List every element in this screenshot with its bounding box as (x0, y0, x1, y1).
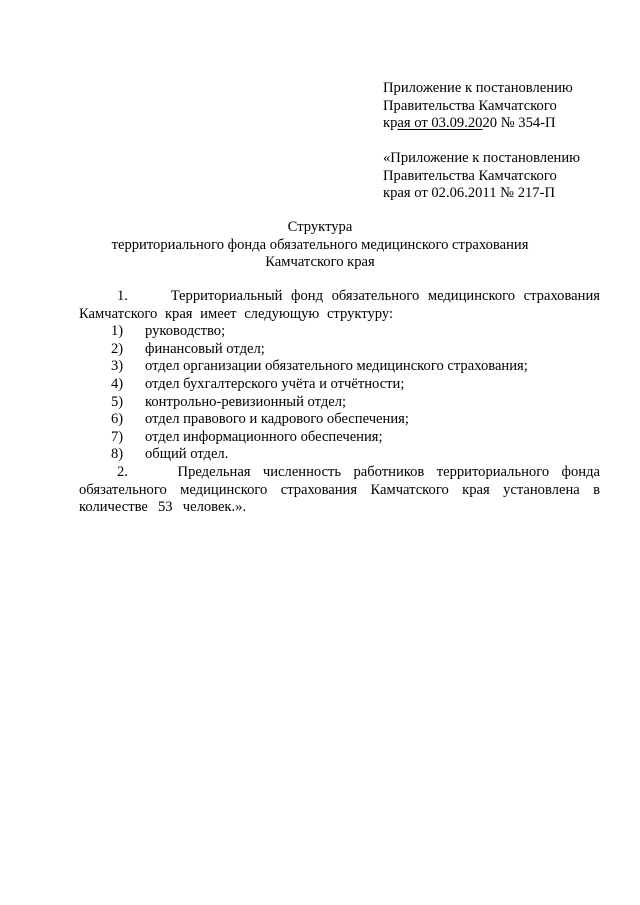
appendix-previous-header (383, 150, 623, 203)
list-item (79, 358, 600, 376)
list-item-text: отдел бухгалтерского учёта и отчётности; (145, 375, 405, 392)
list-item (79, 429, 600, 447)
appendix-current-line-1: Приложение к постановлению (383, 80, 573, 96)
list-item-number: 1) (111, 323, 124, 340)
section-1-number: 1. (117, 288, 128, 304)
title-line-2: территориального фонда обязательного медицинского страхования (111, 236, 529, 253)
list-item-text: финансовый отдел; (145, 340, 265, 357)
appendix-previous-line-2: Правительства Камчатского (383, 167, 557, 184)
appendix-current-line-3 (383, 115, 623, 133)
list-item-text: отдел правового и кадрового обеспечения; (145, 411, 409, 428)
appendix-current-line-2: Правительства Камчатского (383, 97, 557, 114)
list-item (79, 376, 600, 394)
section-2-paragraph (79, 464, 600, 517)
title-line-3: Камчатского края (265, 254, 375, 271)
list-item-number: 5) (111, 393, 124, 410)
list-item (79, 323, 600, 341)
list-item-text: отдел организации обязательного медицинского страхования; (145, 358, 528, 375)
list-item-text: общий отдел. (145, 446, 229, 463)
appendix-current-line-3-prefix: кр (383, 115, 398, 132)
list-item-number: 4) (111, 375, 124, 392)
appendix-current-line-3-rest: 20 № 354-П (482, 115, 556, 132)
list-item-number: 2) (111, 340, 124, 357)
document-title (0, 219, 640, 272)
section-1-paragraph (79, 288, 600, 323)
list-item-text: отдел информационного обеспечения; (145, 428, 383, 445)
appendix-current-header (383, 80, 623, 133)
list-item-number: 6) (111, 411, 124, 428)
list-item (79, 411, 600, 429)
section-2-text: Предельная численность работников территориального фонда обязательного медицинского страхования Камчатского края установлена в количестве 53 человек.». (79, 463, 600, 516)
section-1-text: Территориальный фонд обязательного медицинского страхования Камчатского края имеет следующую структуру: (79, 288, 600, 322)
list-item (79, 394, 600, 412)
list-item (79, 341, 600, 359)
title-line-1: Структура (287, 219, 353, 235)
list-item-text: контрольно-ревизионный отдел; (145, 393, 347, 410)
list-item-number: 7) (111, 428, 124, 445)
list-item (79, 446, 600, 464)
section-2-number: 2. (117, 463, 128, 480)
structure-list (79, 323, 600, 464)
document-body (79, 288, 600, 517)
list-item-text: руководство; (145, 323, 226, 340)
appendix-current-line-3-underlined: ая от 03.09.20 (397, 115, 483, 132)
appendix-previous-line-3: края от 02.06.2011 № 217-П (383, 185, 555, 202)
list-item-number: 8) (111, 446, 124, 463)
appendix-previous-line-1: «Приложение к постановлению (383, 150, 581, 166)
list-item-number: 3) (111, 358, 124, 375)
